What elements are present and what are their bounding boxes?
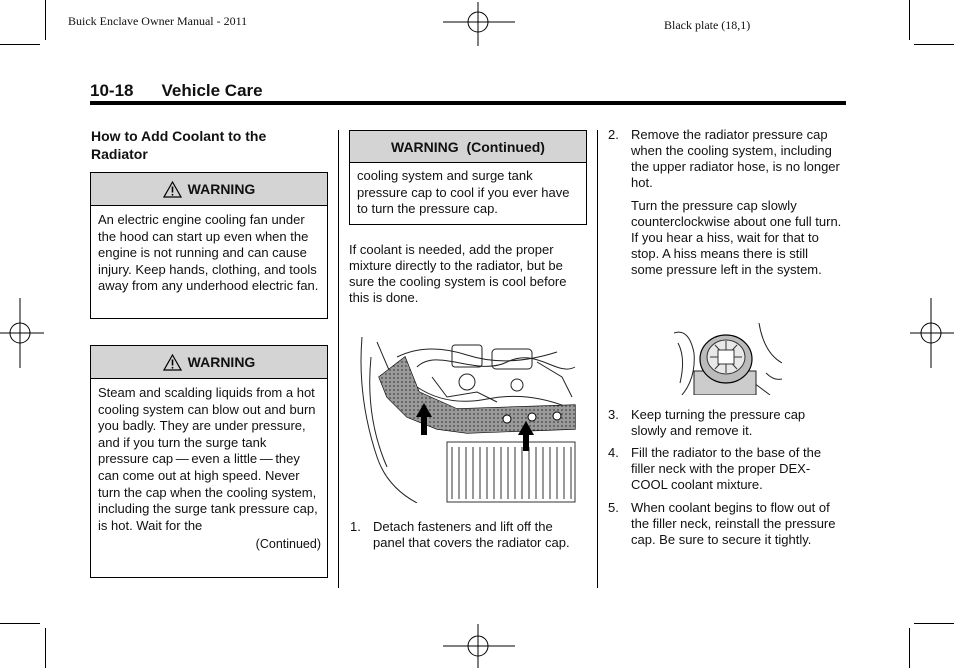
step-text: Remove the radiator pressure cap when the cooling system, including the upper radiator hose, is no longer hot. [631, 127, 840, 190]
step-text: When coolant begins to flow out of the filler neck, reinstall the pressure cap. Be sure to secure it tightly. [631, 500, 836, 547]
page-heading [90, 81, 263, 101]
crop-mark [45, 0, 46, 40]
crop-mark [45, 628, 46, 668]
step-number: 2. [608, 127, 619, 142]
warning-box [90, 345, 328, 578]
warning-title-text: WARNING [187, 354, 256, 370]
warning-text: cooling system and surge tank pressure cap to cool if you ever have to turn the pressure cap. [357, 168, 570, 217]
step-text: Detach fasteners and lift off the panel that covers the radiator cap. [373, 519, 570, 550]
warning-title-text: WARNING [187, 181, 256, 197]
step-number: 1. [350, 519, 361, 534]
crop-mark [0, 44, 40, 45]
warning-box-continued [349, 130, 587, 225]
radiator-cap-illustration [674, 323, 782, 395]
step-text: Fill the radiator to the base of the filler neck with the proper DEX-COOL coolant mixture. [631, 445, 822, 492]
warning-box [90, 172, 328, 319]
step-number: 3. [608, 407, 619, 422]
warning-title [91, 346, 327, 379]
warning-triangle-icon [163, 181, 182, 198]
coolant-paragraph: If coolant is needed, add the proper mixture directly to the radiator, but be sure the cooling system is cool before this is done. [349, 242, 567, 305]
plate-label: Black plate (18,1) [664, 18, 751, 32]
step-number: 4. [608, 445, 619, 460]
engine-panel-illustration [357, 337, 577, 503]
registration-mark-icon [910, 298, 954, 368]
step-2-note: Turn the pressure cap slowly counterclockwise about one full turn. If you hear a hiss, wait for that to stop. A hiss means there is still some pressure left in the system. [631, 198, 842, 277]
page-number: 10-18 [90, 81, 134, 100]
column-divider [338, 130, 339, 588]
crop-mark [909, 0, 910, 40]
warning-triangle-icon [163, 354, 182, 371]
crop-mark [914, 623, 954, 624]
section-title: Vehicle Care [161, 81, 263, 100]
warning-text: Steam and scalding liquids from a hot cooling system can blow out and burn you badly. They are under pressure, and if you turn the surge tank pressure cap — even a little — they can come out at high speed. Never turn the cap when the cooling system, including the surge tank pressure cap, is hot. Wait for the [98, 385, 318, 533]
warning-text: An electric engine cooling fan under the hood can start up even when the engine is not running and can cause injury. Keep hands, clothing, and tools away from any underhood electric fan. [98, 212, 319, 294]
step-number: 5. [608, 500, 619, 515]
registration-mark-icon [0, 298, 44, 368]
registration-mark-icon [443, 624, 515, 668]
crop-mark [0, 623, 40, 624]
registration-mark-icon [443, 2, 515, 46]
crop-mark [914, 44, 954, 45]
step-text: Keep turning the pressure cap slowly and remove it. [631, 407, 806, 438]
warning-title [91, 173, 327, 206]
warning-title: WARNING (Continued) [350, 131, 586, 163]
column-divider [597, 130, 598, 588]
subheading: How to Add Coolant to the Radiator [91, 128, 267, 162]
heading-rule [90, 101, 846, 105]
continued-label: (Continued) [255, 537, 321, 552]
crop-mark [909, 628, 910, 668]
manual-title: Buick Enclave Owner Manual - 2011 [68, 14, 248, 28]
